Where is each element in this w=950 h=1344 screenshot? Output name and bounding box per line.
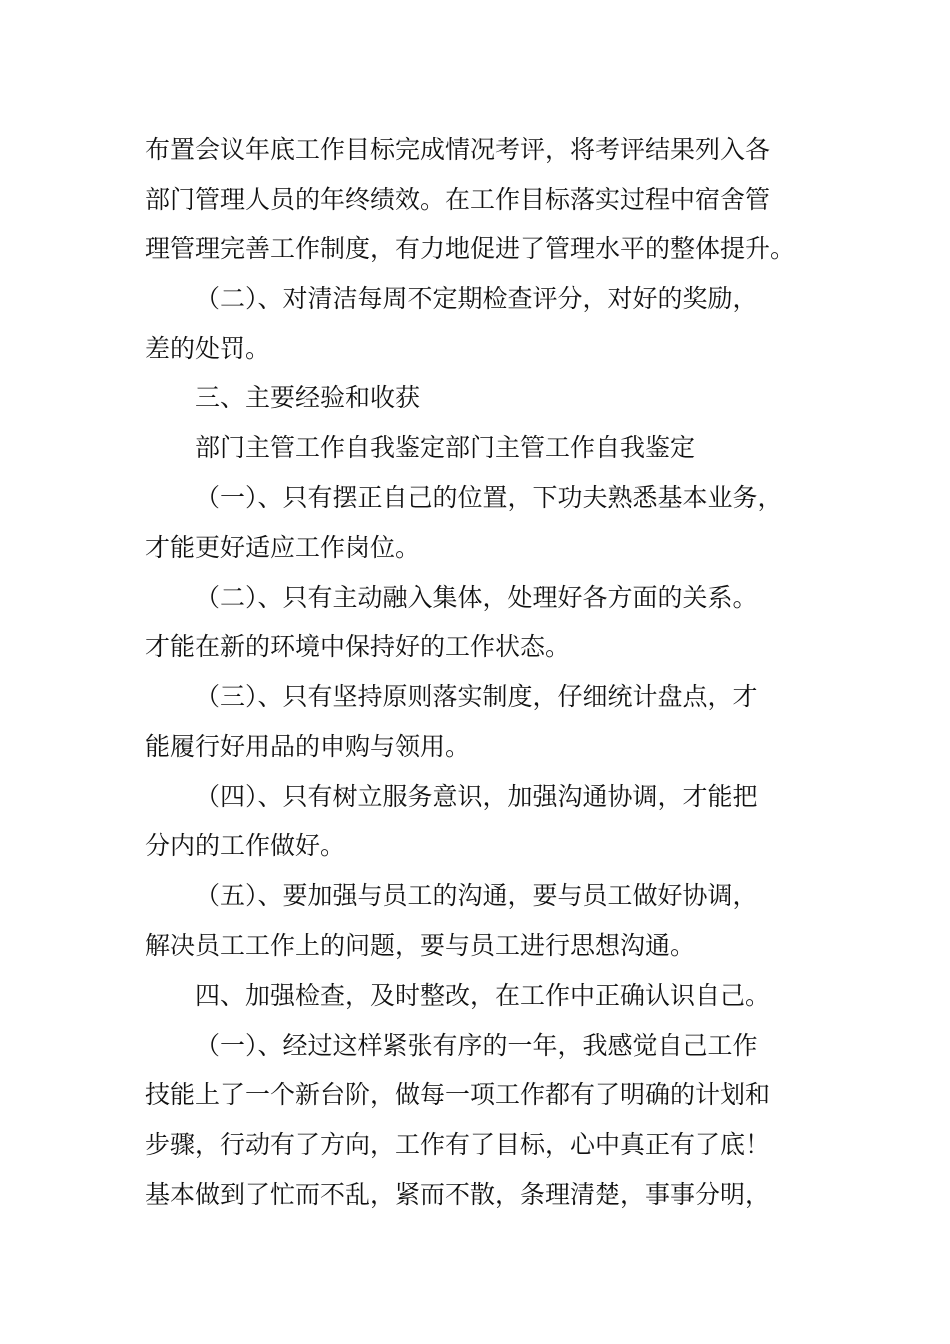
section-heading: 三、主要经验和收获 [195,383,421,412]
body-line: （二）、只有主动融入集体，处理好各方面的关系。 [195,583,758,612]
body-line: 才能更好适应工作岗位。 [145,533,421,562]
body-line: 才能在新的环境中保持好的工作状态。 [145,632,571,661]
section-heading: 四、加强检查，及时整改，在工作中正确认识自己。 [195,981,771,1010]
body-line: 步骤，行动有了方向，工作有了目标，心中真正有了底！ [145,1130,771,1159]
body-line: （二）、对清洁每周不定期检查评分，对好的奖励， [195,284,758,313]
body-line: （一）、经过这样紧张有序的一年，我感觉自己工作 [195,1031,758,1060]
body-line: 分内的工作做好。 [145,831,346,860]
body-line: 能履行好用品的申购与领用。 [145,732,471,761]
body-line: 布置会议年底工作目标完成情况考评，将考评结果列入各 [145,135,771,164]
body-line: （四）、只有树立服务意识，加强沟通协调，才能把 [195,782,758,811]
body-line: （五）、要加强与员工的沟通，要与员工做好协调， [195,881,758,910]
body-line: 部门管理人员的年终绩效。在工作目标落实过程中宿舍管 [145,185,771,214]
body-line: 技能上了一个新台阶，做每一项工作都有了明确的计划和 [145,1080,771,1109]
body-line: 基本做到了忙而不乱，紧而不散，条理清楚，事事分明， [145,1180,771,1209]
body-line: 差的处罚。 [145,334,271,363]
body-line: 理管理完善工作制度，有力地促进了管理水平的整体提升。 [145,234,796,263]
body-line: 解决员工工作上的问题，要与员工进行思想沟通。 [145,931,696,960]
body-line: 部门主管工作自我鉴定部门主管工作自我鉴定 [195,433,696,462]
body-line: （一）、只有摆正自己的位置，下功夫熟悉基本业务， [195,483,783,512]
body-line: （三）、只有坚持原则落实制度，仔细统计盘点，才 [195,682,758,711]
